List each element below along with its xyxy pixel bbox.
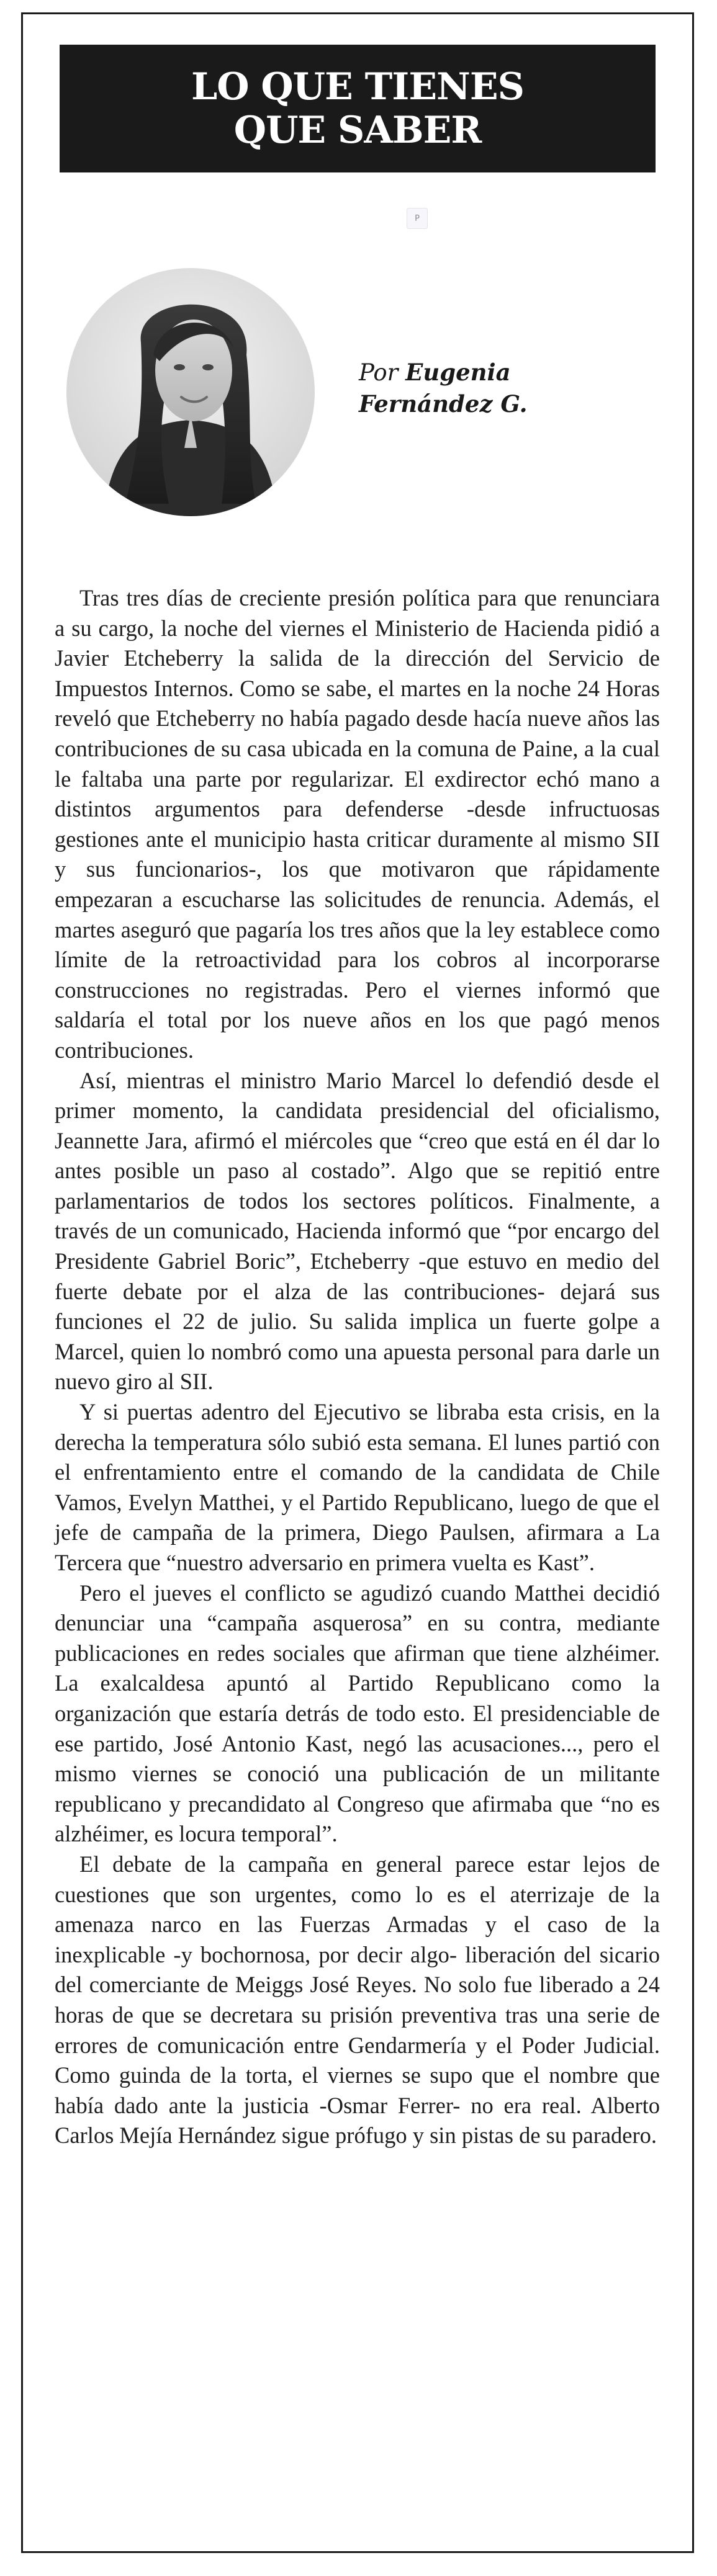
ad-badge-icon[interactable]: P	[407, 208, 428, 229]
author-byline	[359, 357, 620, 420]
header-title-line2: QUE SABER	[233, 109, 482, 152]
author-name-first: Eugenia	[405, 359, 511, 386]
header-title-line1: LO QUE TIENES	[191, 65, 524, 109]
article-paragraph: Y si puertas adentro del Ejecutivo se libraba esta crisis, en la derecha la temperatura sólo subió esta semana. El lunes partió con el enfrentamiento entre el comando de la candidata de Chile Vamos, Evelyn Matthei, y el Partido Republicano, luego de que el jefe de campaña de la primera, Diego Paulsen, afirmara a La Tercera que “nuestro adversario en primera vuelta es Kast”.	[55, 1399, 660, 1575]
article-paragraph: Pero el jueves el conflicto se agudizó cuando Matthei decidió denunciar una “campaña asquerosa” en su contra, mediante publicaciones en redes sociales que afirman que tiene alzhéimer. La exalcaldesa apuntó al Partido Republicano como la organización que estaría detrás de todo esto. El presidenciable de ese partido, José Antonio Kast, negó las acusaciones..., pero el mismo viernes se conoció una publicación de un militante republicano y precandidato al Congreso que afirmaba que “no es alzhéimer, es locura temporal”.	[55, 1580, 660, 1847]
section-header	[60, 45, 656, 172]
byline-prefix: Por	[359, 359, 399, 386]
article-paragraph: Tras tres días de creciente presión política para que renunciara a su cargo, la noche del viernes el Ministerio de Hacienda pidió a Javier Etcheberry la salida de la dirección del Servicio de Impuestos Internos. Como se sabe, el martes en la noche 24 Horas reveló que Etcheberry no había pagado desde hacía nueve años las contribuciones de su casa ubicada en la comuna de Paine, a la cual le faltaba una parte por regularizar. El exdirector echó mano a distintos argumentos para defenderse -desde infructuosas gestiones ante el municipio hasta criticar duramente al mismo SII y sus funcionarios-, los que motivaron que rápidamente empezaran a escucharse las solicitudes de renuncia. Además, el martes aseguró que pagaría los tres años que la ley establece como límite de la retroactividad para los cobros al incorporarse construcciones no registradas. Pero el viernes informó que saldaría el total por los nueve años en los que pagó menos contribuciones.	[55, 585, 660, 1063]
author-photo	[66, 268, 315, 516]
article-paragraph: El debate de la campaña en general parece estar lejos de cuestiones que son urgentes, como lo es el aterrizaje de la amenaza narco en las Fuerzas Armadas y el caso de la inexplicable -y bochornosa, por decir algo- liberación del sicario del comerciante de Meiggs José Reyes. No solo fue liberado a 24 horas de que se decretara su prisión preventiva tras una serie de errores de comunicación entre Gendarmería y el Poder Judicial. Como guinda de la torta, el viernes se supo que el nombre que había dado ante la justicia -Osmar Ferrer- no era real. Alberto Carlos Mejía Hernández sigue prófugo y sin pistas de su paradero.	[55, 1851, 660, 2149]
article-paragraph: Así, mientras el ministro Mario Marcel lo defendió desde el primer momento, la candidata presidencial del oficialismo, Jeannette Jara, afirmó el miércoles que “creo que está en él dar lo antes posible un paso al costado”. Algo que se repitió entre parlamentarios de todos los sectores políticos. Finalmente, a través de un comunicado, Hacienda informó que “por encargo del Presidente Gabriel Boric”, Etcheberry -que estuvo en medio del fuerte debate por el alza de las contribuciones- dejará sus funciones el 22 de julio. Su salida implica un fuerte golpe a Marcel, quien lo nombró como una apuesta personal para darle un nuevo giro al SII.	[55, 1067, 660, 1395]
author-name-last: Fernández G.	[359, 390, 528, 418]
article-body	[55, 583, 660, 2151]
